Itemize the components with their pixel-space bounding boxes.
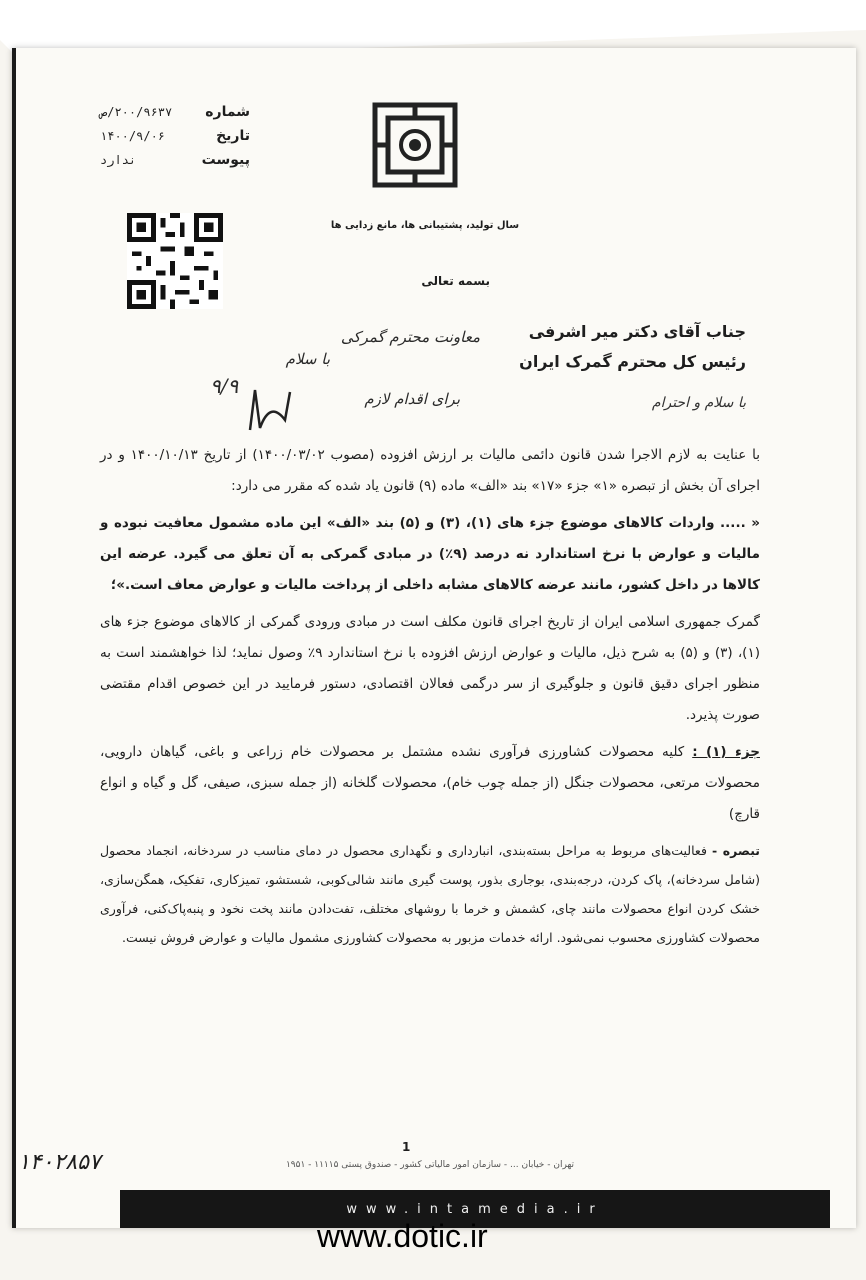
doc-attachment-value: ندارد <box>100 153 137 167</box>
note-heading: تبصره - <box>712 843 760 858</box>
doc-date-value: ۱۴۰۰/۹/۰۶ <box>100 129 166 143</box>
item-1-text: کلیه محصولات کشاورزی فرآوری نشده مشتمل بر محصولات خام زراعی و باغی، گیاهان دارویی، محصولات مرتعی، محصولات جنگل (از جمله چوب خام)، محصولات گلخانه (از جمله سبزی، صیفی، گل و گیاه و انواع قارچ) <box>100 744 760 822</box>
footer-address: تهران - خیابان ... - سازمان امور مالیاتی کشور - صندوق پستی ۱۱۱۱۵ - ۱۹۵۱ <box>285 1160 575 1170</box>
intro-paragraph: با عنایت به لازم الاجرا شدن قانون دائمی مالیات بر ارزش افزوده (مصوب ۱۴۰۰/۰۳/۰۲) از تاریخ ۱۴۰۰/۱۰/۱۳ و در اجرای آن بخش از تبصره «۱» جزء «۱۷» بند «الف» ماده (۹) قانون یاد شده که مقرر می دارد: <box>100 447 760 494</box>
note-paragraph <box>100 836 760 952</box>
handwritten-date-note: ۹/۹ <box>210 374 239 398</box>
letter-body <box>100 440 760 958</box>
handwritten-note-greeting: با سلام <box>285 350 330 368</box>
note-text: فعالیت‌های مربوط به مراحل بسته‌بندی، انبارداری و نگهداری محصول در دمای مناسب در سردخانه، انجماد محصول (شامل سردخانه)، پاک کردن، درجه‌بندی، بوجاری بذور، پوست گیری مانند شالی‌کوبی، شستشو، تمیزکاری، تفکیک، همگن‌سازی، خشک کردن انواع محصولات مانند چای، کشمش و خرما با روشهای مختلف، تفت‌دادن مانند پخت نخود و پنبه‌پاک‌کنی، فرآوری محصولات کشاورزی محسوب نمی‌شود. ارائه خدمات مزبور به محصولات کشاورزی مشمول مالیات و عوارض فروش نیست. <box>100 843 760 945</box>
doc-attachment-label: پیوست <box>201 152 250 168</box>
doc-attachment-row <box>100 148 250 172</box>
recipient-block <box>446 317 746 377</box>
handwritten-note-action: برای اقدام لازم <box>364 390 460 408</box>
watermark: www.dotic.ir <box>317 1218 488 1254</box>
item-1-paragraph <box>100 737 760 830</box>
item-1-heading: جزء (۱) : <box>692 744 760 760</box>
page-number: 1 <box>402 1140 411 1154</box>
bismillah-header: بسمه تعالی <box>421 274 490 288</box>
tax-organization-logo <box>370 100 460 195</box>
doc-number-value: ۲۰۰/۹۶۳۷/ص <box>100 105 173 119</box>
doc-number-row <box>100 100 250 124</box>
doc-date-label: تاریخ <box>216 128 250 144</box>
recipient-title: رئیس کل محترم گمرک ایران <box>519 352 746 371</box>
doc-number-label: شماره <box>205 104 250 120</box>
handwritten-notes <box>160 310 480 450</box>
request-paragraph: گمرک جمهوری اسلامی ایران از تاریخ اجرای قانون مکلف است در مبادی ورودی گمرکی از کالاهای موضوع جزء های (۱)، (۳) و (۵) به شرح ذیل، مالیات و عوارض ارزش افزوده با نرخ استاندارد ۹٪ وصول نماید؛ لذا خواهشمند است به منظور اجرای دقیق قانون و جلوگیری از سر درگمی فعالان اقتصادی، دستور فرمایید در این خصوص اقدام مقتضی صورت پذیرد. <box>100 614 760 723</box>
document-metadata <box>100 100 250 172</box>
salutation: با سلام و احترام <box>651 395 746 411</box>
law-quote: « ..... واردات کالاهای موضوع جزء های (۱)، (۳) و (۵) بند «الف» این ماده مشمول معافیت نبوده و مالیات و عوارض با نرخ استاندارد نه درصد (۹٪) در مبادی گمرکی به آن تعلق می گیرد. عرضه این کالاها در داخل کشور، مانند عرضه کالاهای مشابه داخلی از پرداخت مالیات و عوارض معاف است.»؛ <box>100 515 760 593</box>
qr-code <box>125 213 225 309</box>
handwritten-signature <box>240 380 300 440</box>
recipient-name: جناب آقای دکتر میر اشرفی <box>528 322 746 341</box>
doc-date-row <box>100 124 250 148</box>
handwritten-reference-number: ۱۴۰۲۸۵۷ <box>18 1150 101 1175</box>
website-url[interactable]: www.intamedia.ir <box>346 1201 604 1217</box>
year-slogan: سال تولید، پشتیبانی ها، مانع زدایی ها <box>330 220 520 231</box>
handwritten-note-vice-president: معاونت محترم گمرکی <box>340 328 480 346</box>
